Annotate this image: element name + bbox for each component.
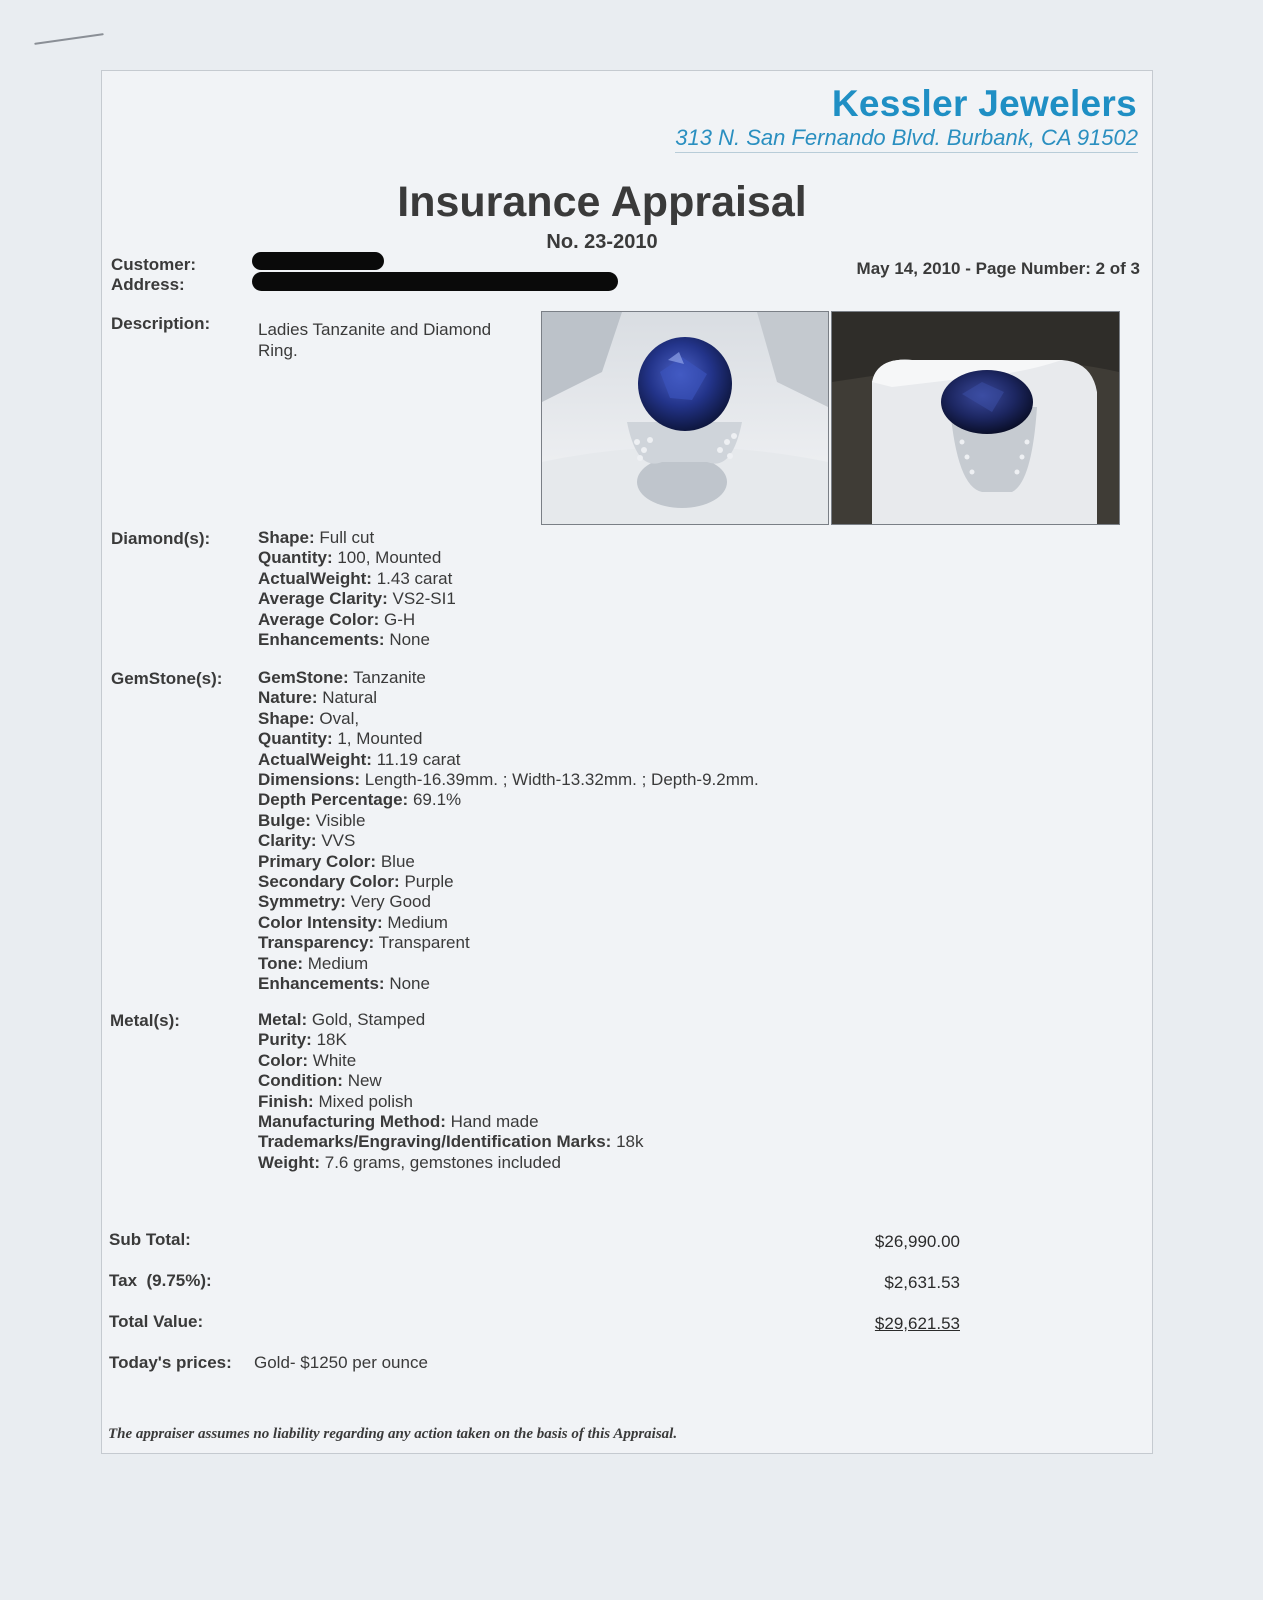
todays-prices-label: Today's prices:: [109, 1353, 232, 1372]
company-name: Kessler Jewelers: [831, 83, 1137, 124]
total-value: $29,621.53: [874, 1314, 960, 1333]
gemstone-row: Bulge: Visible: [258, 810, 366, 830]
gemstone-row: Transparency: Transparent: [258, 933, 470, 953]
gemstone-row: Depth Percentage: 69.1%: [258, 790, 462, 810]
metal-details: [258, 1010, 643, 1173]
metals-label: Metal(s):: [110, 1011, 180, 1030]
gemstone-row: Shape: Oval,: [258, 708, 360, 728]
gemstone-row: Quantity: 1, Mounted: [258, 729, 423, 749]
tax-value: $2,631.53: [884, 1273, 960, 1292]
gemstone-row: Nature: Natural: [258, 688, 378, 708]
metal-row: Manufacturing Method: Hand made: [258, 1112, 539, 1132]
gemstones-label: GemStone(s):: [111, 669, 223, 688]
diamond-row: Enhancements: None: [258, 630, 430, 650]
disclaimer: The appraiser assumes no liability regarding any action taken on the basis of this Appraisal.: [108, 1426, 678, 1442]
tax-label: Tax (9.75%):: [109, 1271, 212, 1290]
gemstone-row: Secondary Color: Purple: [258, 872, 454, 892]
gemstone-row: ActualWeight: 11.19 carat: [258, 749, 461, 769]
gemstone-row: Symmetry: Very Good: [258, 892, 431, 912]
address-label: Address:: [111, 275, 185, 294]
metal-row: Purity: 18K: [258, 1030, 347, 1050]
diamond-row: ActualWeight: 1.43 carat: [258, 568, 453, 588]
gemstone-row: GemStone: Tanzanite: [258, 668, 426, 687]
customer-label: Customer:: [111, 255, 197, 274]
ring-photo-front-image: [542, 312, 828, 524]
gemstone-row: Enhancements: None: [258, 974, 430, 994]
date-page-number: May 14, 2010 - Page Number: 2 of 3: [856, 259, 1140, 278]
document-number: No. 23-2010: [546, 231, 658, 253]
todays-prices-value: Gold- $1250 per ounce: [254, 1353, 428, 1372]
redacted-customer: [252, 252, 384, 270]
document-title: Insurance Appraisal: [397, 178, 807, 226]
ring-photo-front: [541, 311, 829, 525]
metal-row: Trademarks/Engraving/Identification Marks: 18k: [258, 1132, 644, 1152]
company-address: 313 N. San Fernando Blvd. Burbank, CA 91502: [675, 125, 1138, 153]
total-value-label: Total Value:: [109, 1312, 204, 1331]
subtotal-label: Sub Total:: [109, 1230, 191, 1249]
description-text: Ladies Tanzanite and Diamond Ring.: [258, 320, 492, 360]
gemstone-row: Clarity: VVS: [258, 831, 356, 851]
gemstone-row: Color Intensity: Medium: [258, 912, 448, 932]
diamonds-label: Diamond(s):: [111, 529, 211, 548]
metal-row: Color: White: [258, 1050, 357, 1070]
appraisal-sheet: [101, 70, 1153, 1454]
diamond-row: Quantity: 100, Mounted: [258, 548, 442, 568]
redacted-address: [252, 272, 618, 291]
metal-row: Metal: Gold, Stamped: [258, 1010, 426, 1029]
metal-row: Weight: 7.6 grams, gemstones included: [258, 1152, 561, 1172]
diamond-row: Average Color: G-H: [258, 609, 416, 629]
metal-row: Finish: Mixed polish: [258, 1091, 413, 1111]
pen-mark: [34, 33, 104, 45]
diamond-row: Average Clarity: VS2-SI1: [258, 589, 456, 609]
description-label: Description:: [111, 314, 211, 333]
metal-row: Condition: New: [258, 1071, 382, 1091]
gemstone-row: Primary Color: Blue: [258, 851, 415, 871]
subtotal-value: $26,990.00: [874, 1232, 960, 1251]
ring-photo-side: [831, 311, 1120, 525]
ring-photo-side-image: [832, 312, 1119, 524]
diamond-details: [258, 528, 456, 650]
gemstone-row: Tone: Medium: [258, 953, 369, 973]
gemstone-details: [258, 668, 759, 995]
diamond-row: Shape: Full cut: [258, 528, 375, 547]
gemstone-row: Dimensions: Length-16.39mm. ; Width-13.32mm. ; Depth-9.2mm.: [258, 770, 759, 790]
